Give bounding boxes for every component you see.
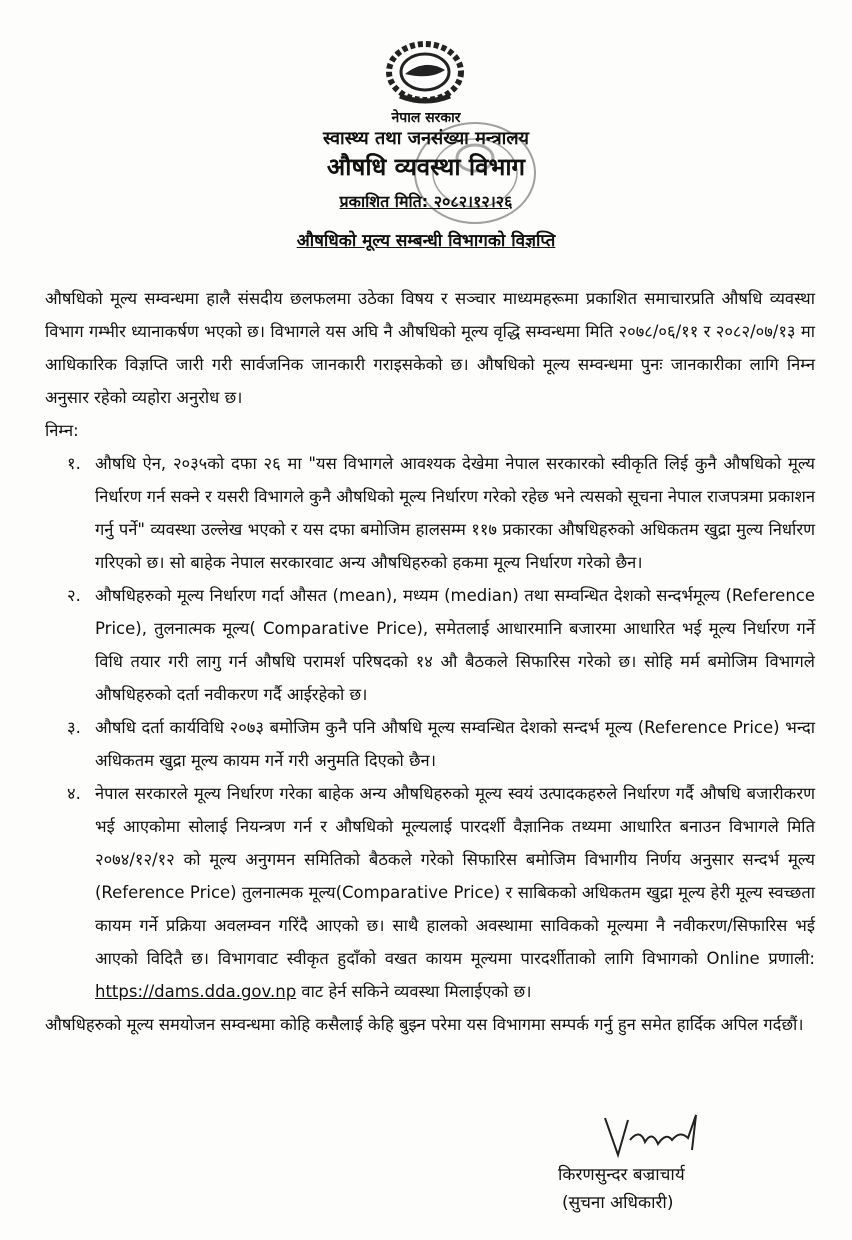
item-text: औषधि दर्ता कार्यविधि २०७३ बमोजिम कुनै पनि औषधि मूल्य सम्वन्धित देशको सन्दर्भ मूल्य (Reference Price) भन्दा अधिकतम खुद्रा मूल्य कायम गर्ने गरी अनुमति दिएको छैन। (95, 718, 815, 770)
dams-link[interactable]: https://dams.dda.gov.np (95, 982, 297, 1001)
item-number: ३. (67, 718, 81, 737)
signatory-role: (सुचना अधिकारी) (562, 1193, 674, 1213)
list-item (45, 777, 815, 1008)
department-name: औषधि व्यवस्था विभाग (326, 153, 526, 181)
list-label: निम्न: (45, 421, 79, 440)
government-name: नेपाल सरकार (391, 110, 461, 126)
nepal-emblem-icon (370, 36, 480, 106)
item-text-after-link: वाट हेर्न सकिने व्यवस्था मिलाईएको छ। (296, 982, 532, 1001)
notice-body (45, 282, 815, 1041)
item-text (95, 777, 815, 1008)
closing-paragraph: औषधिहरुको मूल्य समयोजन सम्वन्धमा कोहि कसैलाई केहि बुझ्न परेमा यस विभागमा सम्पर्क गर्नु हुन समेत हार्दिक अपिल गर्दछौं। (45, 1015, 804, 1034)
item-text-before-link: नेपाल सरकारले मूल्य निर्धारण गरेका बाहेक अन्य औषधिहरुको मूल्य स्वयं उत्पादकहरुले निर्धारण गर्दै औषधि बजारीकरण भई आएकोमा सोलाई नियन्त्रण गर्न र औषधिको मूल्यलाई पारदर्शी वैज्ञानिक तथ्यमा आधारित बनाउन विभागले मिति २०७४/१२/१२ को मूल्य अनुगमन समितिको बैठकले गरेको सिफारिस बमोजिम विभागीय निर्णय अनुसार सन्दर्भ मूल्य (Reference Price) तुलनात्मक मूल्य(Comparative Price) र साबिकको अधिकतम खुद्रा मूल्य हेरी मूल्य स्वच्छता कायम गर्ने प्रक्रिया अवलम्वन गरिंदै आएको छ। साथै हालको अवस्थामा साविकको मूल्यमा नै नवीकरण/सिफारिस भई आएको विदितै छ। विभागवाट स्वीकृत हुदाँको वखत कायम मूल्यमा पारदर्शीताको लागि विभागको Online प्रणाली: (95, 784, 815, 968)
ministry-name: स्वास्थ्य तथा जनसंख्या मन्त्रालय (323, 128, 529, 149)
item-text: औषधि ऐन, २०३५को दफा २६ मा "यस विभागले आवश्यक देखेमा नेपाल सरकारको स्वीकृति लिई कुनै औषधिको मूल्य निर्धारण गर्न सक्ने र यसरी विभागले कुनै औषधिको मूल्य निर्धारण गरेको रहेछ भने त्यसको सूचना नेपाल राजपत्रमा प्रकाशन गर्नु पर्ने" व्यवस्था उल्लेख भएको र यस दफा बमोजिम हालसम्म ११७ प्रकारका औषधिहरुको अधिकतम खुद्रा मुल्य निर्धारण गरिएको छ। सो बाहेक नेपाल सरकारवाट अन्य औषधिहरुको हकमा मूल्य निर्धारण गरेको छैन। (95, 454, 815, 572)
published-date: प्रकाशित मिति: २०८२।१२।२६ (339, 192, 513, 211)
intro-paragraph: औषधिको मूल्य सम्वन्धमा हालै संसदीय छलफलमा उठेका विषय र सञ्चार माध्यमहरूमा प्रकाशित समाचारप्रति औषधि व्यवस्था विभाग गम्भीर ध्यानाकर्षण भएको छ। विभागले यस अघि नै औषधिको मूल्य वृद्धि सम्वन्धमा मिति २०७८/०६/११ र २०८२/०७/१३ मा आधिकारिक विज्ञप्ति जारी गरी सार्वजनिक जानकारी गराइसकेको छ। औषधिको मूल्य सम्वन्धमा पुनः जानकारीका लागि निम्न अनुसार रहेको व्यहोरा अनुरोध छ। (45, 289, 815, 407)
notice-title: औषधिको मूल्य सम्बन्धी विभागको विज्ञप्ति (296, 231, 556, 251)
list-item (45, 447, 815, 579)
signatory-name: किरणसुन्दर बज्राचार्य (558, 1165, 685, 1185)
item-number: ४. (67, 784, 81, 803)
list-item (45, 579, 815, 711)
signature-icon (600, 1110, 710, 1160)
item-number: १. (67, 454, 81, 473)
item-text: औषधिहरुको मूल्य निर्धारण गर्दा औसत (mean), मध्यम (median) तथा सम्वन्धित देशको सन्दर्भमूल्य (Reference Price), तुलनात्मक मूल्य( Comparative Price), समेतलाई आधारमानि बजारमा आधारित भई मूल्य निर्धारण गर्ने विधि तयार गरी लागु गर्न औषधि परामर्श परिषदको १४ औ बैठकले सिफारिस गरेको छ। सोहि मर्म बमोजिम विभागले औषधिहरुको दर्ता नवीकरण गर्दै आईरहेको छ। (95, 586, 815, 704)
list-item (45, 711, 815, 777)
item-number: २. (67, 586, 81, 605)
